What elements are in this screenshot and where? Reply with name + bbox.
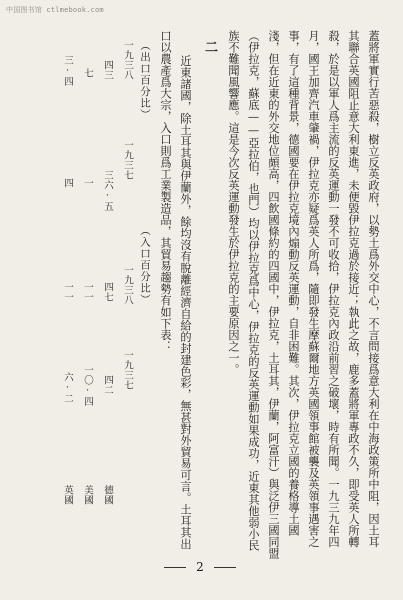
text-column-7: （伊拉克，蘇底——亞拉伯，也門）均以伊拉克爲中心，伊拉克的反英運動如果成功，近東其他弱小民	[247, 30, 260, 552]
export-usa-1938: 七	[82, 68, 93, 78]
text-column-5: 事，有了這種背景，德國要在伊拉克境內煽動反英運動，自非困難。其次，伊拉克立國的養格導土國	[287, 30, 300, 536]
import-year-1937: 一九三七	[122, 350, 133, 390]
page-number-value: 2	[196, 560, 204, 574]
export-usa-1937: 一	[82, 178, 93, 188]
text-column-6: 淺，但在近東的外交地位頗高，四飲國條約的四國中，伊拉克，土耳其，伊蘭，阿富汗）與泛伊三國同盟	[267, 30, 280, 559]
text-column-9: 近東諸國，除土耳其與伊蘭外，餘均沒有脫離經濟自給的封建色彩，無甚對外貿易可言。土耳其出	[179, 55, 192, 550]
text-column-2: 其聯合英國阻止意大利東進，未便毀伊拉克過於接近；執此之故，鹿多蓋將軍專政不久，即受英人所轉	[347, 30, 360, 548]
import-country-usa: 美國	[82, 485, 93, 505]
import-year-1938: 一九三八	[122, 265, 133, 305]
page-number	[150, 560, 250, 574]
export-uk-1937: 四	[62, 178, 73, 188]
import-uk-1937: 六·二	[62, 372, 73, 404]
text-column-3: 殺，於是以軍人爲主流的反英運動一發不可收拾，伊拉克內政沿前習之破壞，時有所聞。一九三九年四	[327, 30, 340, 548]
export-table-unit: （出口百分比）	[139, 40, 151, 121]
text-column-1: 蓋將軍實行苦惡殺，樹立反英政府，以勢土爲外交中心，不言問接爲意大利在中海政策所中阻，因土耳	[367, 30, 380, 548]
import-germany-1938: 四七	[102, 282, 113, 302]
text-column-8: 族不難聞風響應。這是今次反英運動發生於伊拉克的主要原因之一。	[227, 30, 240, 375]
import-uk-1938: 一一	[62, 282, 73, 302]
export-year-1937: 一九三七	[122, 140, 133, 180]
import-table-unit: （入口百分比）	[139, 225, 151, 306]
export-uk-1938: 三·四	[62, 55, 73, 87]
page-number-dash-right	[214, 567, 236, 568]
import-country-germany: 德國	[102, 485, 113, 505]
export-germany-1937: 三六·五	[102, 170, 113, 212]
watermark: 中国图书馆 ctlmebook.com	[6, 6, 104, 14]
import-germany-1937: 四二	[102, 375, 113, 395]
export-germany-1938: 四三	[102, 60, 113, 80]
text-column-4: 月，國王加齊汽車肇禍，伊拉克亦疑爲英人所爲，隨即發生摩蘇爾地方英國領事館被襲及英領事遇害之	[307, 30, 320, 548]
text-column-10: 口以農產爲大宗，入口則爲工業製造品，其貿易趨勢有如下表：	[159, 30, 172, 352]
import-usa-1937: 一〇·四	[82, 365, 93, 407]
import-usa-1938: 一一	[82, 282, 93, 302]
page-number-dash-left	[164, 567, 186, 568]
section-heading: 二	[202, 40, 217, 53]
export-year-1938: 一九三八	[122, 40, 133, 80]
import-country-uk: 英國	[62, 485, 73, 505]
